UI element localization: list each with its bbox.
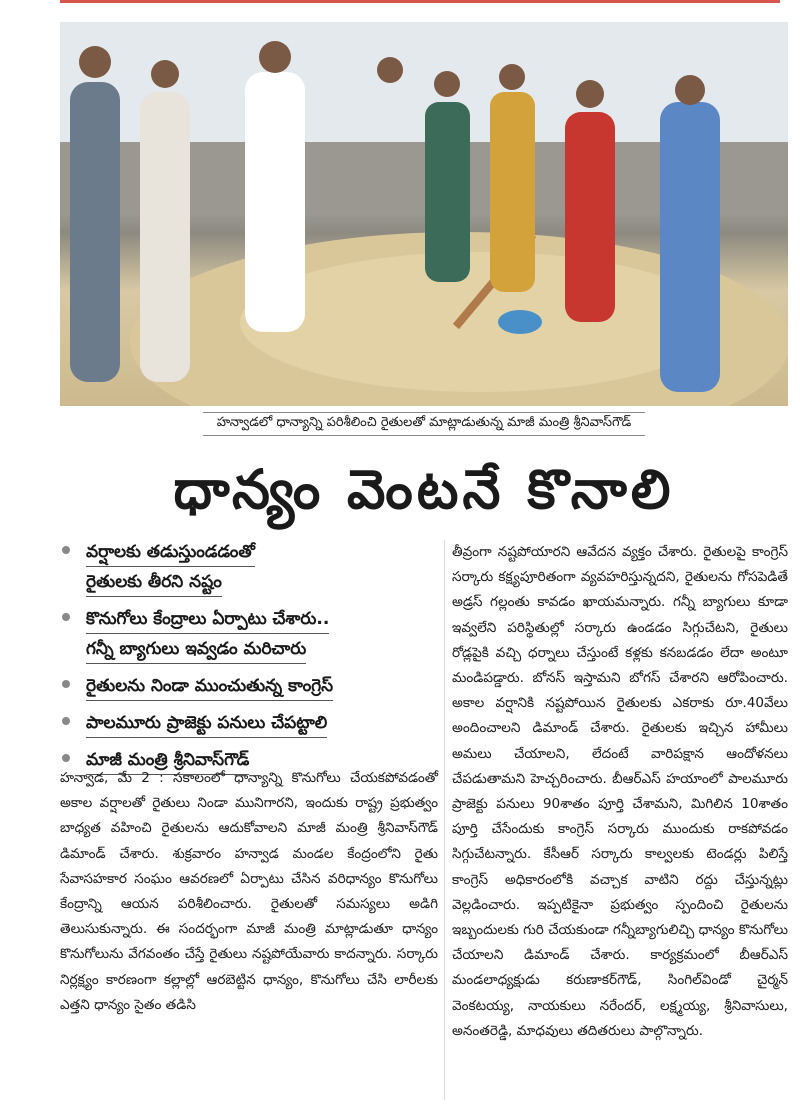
photo-caption: హన్వాడలో ధాన్యాన్ని పరిశీలించి రైతులతో మాట్లాడుతున్న మాజీ మంత్రి శ్రీనివాస్‌గౌడ్ (203, 412, 646, 436)
highlight-item (58, 607, 436, 664)
bullet-dot (62, 754, 70, 762)
highlights-list (58, 540, 436, 785)
bullet-dot (62, 680, 70, 688)
bullet-dot (62, 717, 70, 725)
headline: ధాన్యం వెంటనే కొనాలి (173, 458, 675, 521)
highlight-item (58, 540, 436, 597)
highlight-line: గన్నీ బ్యాగులు ఇవ్వడం మరిచారు (86, 637, 306, 664)
highlight-line: పాలమూరు ప్రాజెక్టు పనులు చేపట్టాలి (86, 711, 327, 738)
column-divider (444, 540, 445, 1100)
highlight-line: వర్షాలకు తడుస్తుండడంతో (86, 540, 255, 567)
highlight-line: రైతులను నిండా ముంచుతున్న కాంగ్రెస్ (86, 674, 333, 701)
highlight-line: రైతులకు తీరని నష్టం (86, 570, 222, 597)
bullet-dot (62, 546, 70, 554)
news-photo (60, 22, 788, 406)
highlight-line: మాజీ మంత్రి శ్రీనివాస్‌గౌడ్ (86, 748, 249, 775)
bullet-dot (62, 613, 70, 621)
highlight-line: కొనుగోలు కేంద్రాలు ఏర్పాటు చేశారు.. (86, 607, 329, 634)
article-body-right: తీవ్రంగా నష్టపోయారని ఆవేదన వ్యక్తం చేశారు. రైతులపై కాంగ్రెస్ సర్కారు కక్ష్యపూరితంగా వ్యవహరిస్తున్నదని, రైతులను గోసపెడితే అడ్రస్ గల్లంతు కావడం ఖాయమన్నారు. గన్నీ బ్యాగులు కూడా ఇవ్వలేని పరిస్థితుల్లో సర్కారు ఉండడం సిగ్గుచేటని, రైతులు రోడ్లపైకి వచ్చి ధర్నాలు చేస్తుంటే కళ్లకు కనబడడం లేదా అంటూ మండిపడ్డారు. బోనస్ ఇస్తామని బోగస్ చేశారని ఆరోపించారు. అకాల వర్షానికి నష్టపోయిన రైతులకు ఎకరాకు రూ.40వేలు అందించాలని డిమాండ్ చేశారు. రైతులకు ఇచ్చిన హామీలు అమలు చేయాలని, లేదంటే వారిపక్షాన ఆందోళనలు చేపడుతామని హెచ్చరించారు. బీఆర్‌ఎస్ హయాంలో పాలమూరు ప్రాజెక్టు పనులు 90శాతం పూర్తి చేశామని, మిగిలిన 10శాతం పూర్తి చేసేందుకు కాంగ్రెస్ సర్కారు ముందుకు రాకపోవడం సిగ్గుచేటన్నారు. కేసీఆర్ సర్కారు కాల్వలకు టెండర్లు పిలిస్తే కాంగ్రెస్ అధికారంలోకి వచ్చాక వాటిని రద్దు చేస్తున్నట్లు వెల్లడించారు. ఇప్పటికైనా ప్రభుత్వం స్పందించి రైతులను ఇబ్బందులకు గురి చేయకుండా గన్నీబ్యాగులిచ్చి ధాన్యం కొనుగోలు చేయాలని డిమాండ్ చేశారు. కార్యక్రమంలో బీఆర్‌ఎస్ మండలాధ్యక్షుడు కరుణాకర్‌గౌడ్, సింగిల్‌విండో చైర్మన్ వెంకటయ్య, నాయకులు నరేందర్, లక్ష్మయ్య, శ్రీనివాసులు, అనంతరెడ్డి, మాధవులు తదితరులు పాల్గొన్నారు. (452, 544, 788, 1039)
article-body-left: హన్వాడ, మే 2 : సకాలంలో ధాన్యాన్ని కొనుగోలు చేయకపోవడంతో అకాల వర్షాలతో రైతులు నిండా మునిగారని, ఇందుకు రాష్ట్ర ప్రభుత్వం బాధ్యత వహించి రైతులను ఆదుకోవాలని మాజీ మంత్రి శ్రీనివాస్‌గౌడ్ డిమాండ్ చేశారు. శుక్రవారం హన్వాడ మండల కేంద్రంలోని రైతు సేవాసహకార సంఘం ఆవరణలో ఏర్పాటు చేసిన వరిధాన్యం కొనుగోలు కేంద్రాన్ని ఆయన పరిశీలించారు. రైతులతో సమస్యలు అడిగి తెలుసుకున్నారు. ఈ సందర్భంగా మాజీ మంత్రి మాట్లాడుతూ ధాన్యం కొనుగోలును వేగవంతం చేస్తే రైతులు నష్టపోయేవారు కాదన్నారు. సర్కారు నిర్లక్ష్యం కారణంగా కల్లాల్లో ఆరబెట్టిన ధాన్యం, కొనుగోలు చేసి లారీలకు ఎత్తని ధాన్యం సైతం తడిసి (60, 770, 438, 1013)
top-rule (60, 0, 780, 3)
farmers-grain-photo (60, 22, 788, 406)
photo-caption-wrap (60, 408, 788, 438)
highlight-item (58, 674, 436, 701)
highlight-item (58, 711, 436, 738)
